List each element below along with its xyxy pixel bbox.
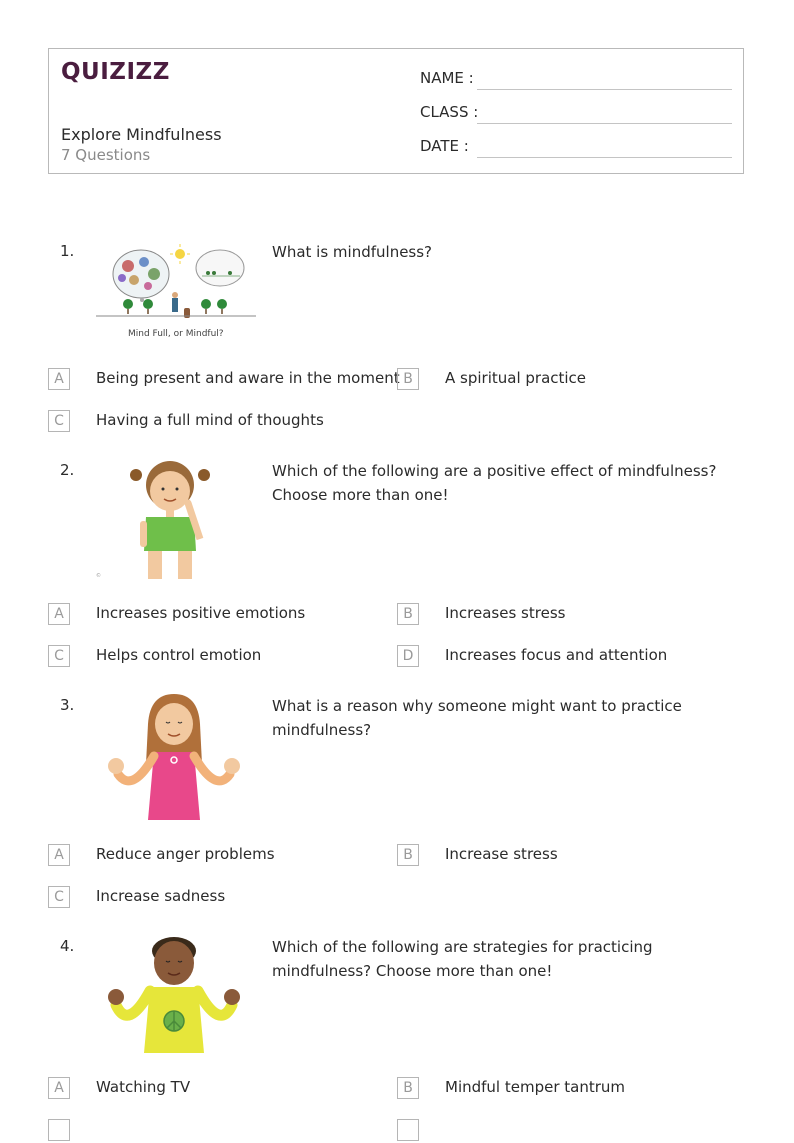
class-line[interactable] <box>477 123 732 124</box>
option-letter[interactable]: C <box>48 886 70 908</box>
question-number: 2. <box>60 461 75 479</box>
meditating-girl-illustration-icon <box>96 694 256 820</box>
option-letter[interactable]: A <box>48 368 70 390</box>
option-letter[interactable]: B <box>397 603 419 625</box>
name-label: NAME : <box>420 69 474 87</box>
option-letter[interactable]: B <box>397 1077 419 1099</box>
option-text: Increases positive emotions <box>96 604 306 622</box>
quiz-title: Explore Mindfulness <box>61 125 222 144</box>
svg-text:©: © <box>96 573 101 579</box>
question-count: 7 Questions <box>61 146 151 164</box>
option-letter[interactable]: A <box>48 1077 70 1099</box>
option-letter[interactable]: D <box>397 645 419 667</box>
worksheet-header <box>48 48 744 174</box>
illustration-caption: Mind Full, or Mindful? <box>128 329 224 339</box>
option-letter-box[interactable] <box>48 1119 70 1141</box>
question-text: What is mindfulness? <box>272 243 433 261</box>
meditating-boy-illustration-icon <box>96 935 256 1053</box>
option-letter[interactable]: C <box>48 645 70 667</box>
class-label: CLASS : <box>420 103 479 121</box>
option-letter[interactable]: B <box>397 844 419 866</box>
option-text: Helps control emotion <box>96 646 262 664</box>
thinking-girl-illustration-icon <box>96 459 256 579</box>
option-text: Watching TV <box>96 1078 191 1096</box>
quizizz-logo: QUIZIZZ <box>61 59 170 85</box>
question-number: 1. <box>60 242 75 260</box>
option-text: A spiritual practice <box>445 369 587 387</box>
question-number: 4. <box>60 937 75 955</box>
mind-full-illustration-icon <box>96 240 256 344</box>
option-text: Being present and aware in the moment <box>96 369 400 387</box>
option-letter[interactable]: C <box>48 410 70 432</box>
option-text: Having a full mind of thoughts <box>96 411 324 429</box>
question-text: What is a reason why someone might want to practice mindfulness? <box>272 697 682 739</box>
option-letter[interactable]: A <box>48 844 70 866</box>
option-letter-box[interactable] <box>397 1119 419 1141</box>
option-text: Increases focus and attention <box>445 646 668 664</box>
name-line[interactable] <box>477 89 732 90</box>
option-text: Increases stress <box>445 604 566 622</box>
option-text: Mindful temper tantrum <box>445 1078 626 1096</box>
date-label: DATE : <box>420 137 469 155</box>
question-text: Which of the following are strategies for practicing mindfulness? Choose more than one! <box>272 938 653 980</box>
question-number: 3. <box>60 696 75 714</box>
option-text: Reduce anger problems <box>96 845 275 863</box>
option-letter[interactable]: B <box>397 368 419 390</box>
option-letter[interactable]: A <box>48 603 70 625</box>
option-text: Increase sadness <box>96 887 226 905</box>
question-text: Which of the following are a positive effect of mindfulness? Choose more than one! <box>272 462 717 504</box>
option-text: Increase stress <box>445 845 558 863</box>
date-line[interactable] <box>477 157 732 158</box>
